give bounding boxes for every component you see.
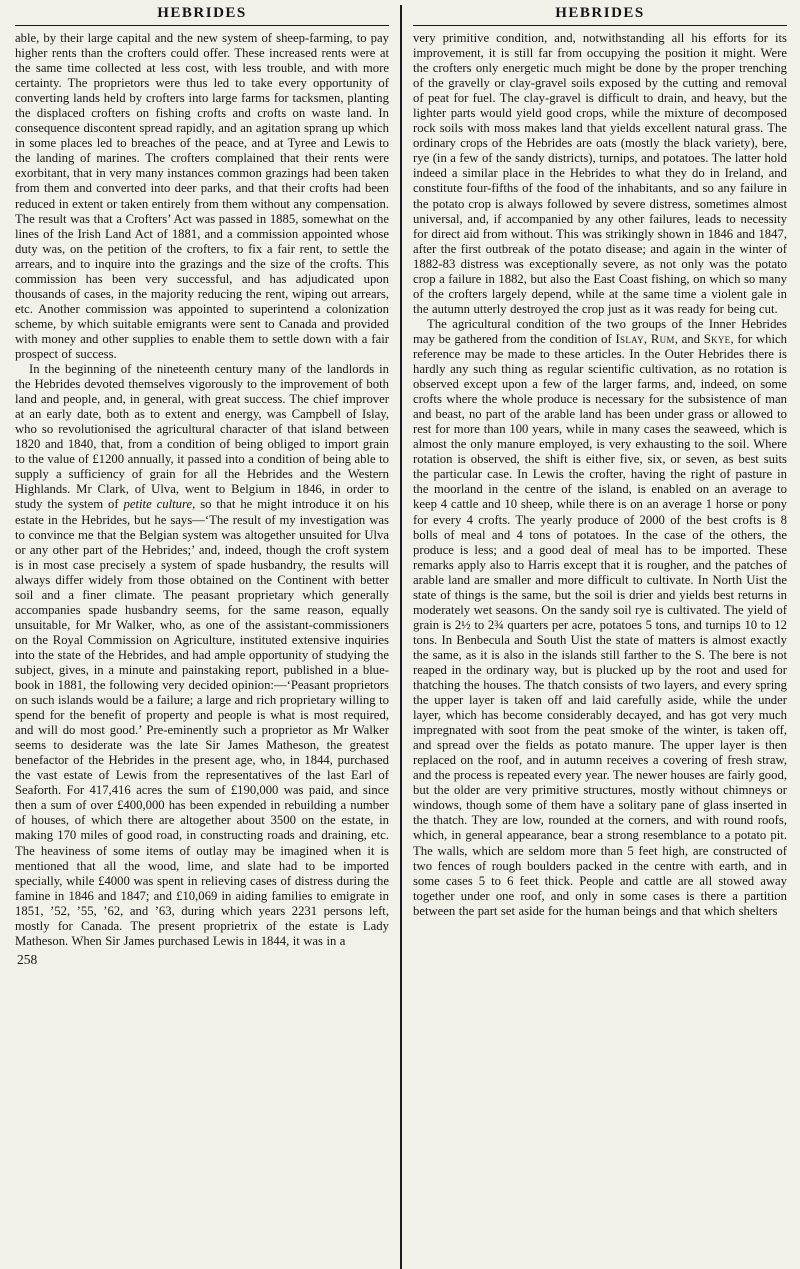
right-column-text: [413, 31, 787, 919]
page-number: 258: [17, 951, 38, 967]
column-divider: [400, 5, 402, 1269]
text-segment: able, by their large capital and the new system of sheep-farming, to pay higher rents than the crofters could offer. These increased rents were at the same time collected at less cost, with less trouble, and with more certainty. The proprietors were thus led to take every opportunity of converting lands held by crofters into large farms for tacksmen, planting the displaced crofters on fishing crofts and crofts on waste land. In consequence discontent spread rapidly, and an agitation sprang up which in some places led to breaches of the peace, and at Tyree and Lewis to the landing of marines. The crofters complained that their rents were exorbitant, that in very many instances common grazings had been taken from them and converted into deer parks, and that their crofts had been reduced in extent or taken entirely from them without any compensation. The result was that a Crofters’ Act was passed in 1885, somewhat on the lines of the Irish Land Act of 1881, and a commission appointed whose duty was, on the petition of the crofters, to fix a fair rent, to settle the arrears, and to inquire into the grazings and the size of the crofts. This commission has been very successful, and has adjudicated upon thousands of cases, in the majority reducing the rent, wiping out arrears, etc. Another commission was appointed to superintend a colonization scheme, by which suitable emigrants were sent to Canada and provided with money and other supplies to enable them to settle down with a fair prospect of success.: [15, 31, 389, 361]
paragraph: [15, 31, 389, 362]
text-segment-italic: petite culture: [123, 497, 193, 512]
text-segment: ,: [643, 331, 651, 346]
text-segment: , and: [674, 331, 704, 346]
text-segment-smallcaps: Skye: [703, 331, 731, 346]
right-column: [413, 5, 787, 1269]
text-segment: The agricultural condition of the two groups of the Inner Hebrides may be gathered from the condition of: [413, 316, 787, 346]
text-segment-smallcaps: Rum: [650, 331, 675, 346]
paragraph: [413, 31, 787, 317]
running-head-left: HEBRIDES: [15, 5, 389, 26]
text-segment: , so that he might introduce it on his estate in the Hebrides, but he says—‘The result of my investigation was to convince me that the Belgian system was altogether unsuited for Ulva or any other part of the Hebrides;’ and, indeed, though the croft system is in most case precisely a system of spade husbandry, the results will always differ widely from those obtained on the Continent with better soil and a finer climate. The peasant proprietary which generally accompanies spade husbandry seems, for the same reason, equally unsuitable, for Mr Walker, who, as one of the assistant-commissioners on the Royal Commission on Agriculture, instituted extensive inquiries into the state of the Hebrides, and had ample opportunity of studying the subject, gives, in a minute and painstaking report, published in a blue-book in 1881, the following very decided opinion:—‘Peasant proprietors on such islands would be a failure; a large and rich proprietary willing to spend for the benefit of property and people is what is most required, and will do most good.’ Pre-eminently such a proprietor as Mr Walker seems to desiderate was the late Sir James Matheson, the greatest benefactor of the Hebrides in the present age, who, in 1844, purchased the vast estate of Lewis from the representatives of the last Earl of Seaforth. For 417,416 acres the sum of £190,000 was paid, and since then a sum of over £400,000 has been expended in rebuilding a number of houses, of which there are altogether about 3500 on the estate, in making 170 miles of good road, in constructing roads and draining, etc. The heaviness of some items of outlay may be imagined when it is mentioned that all the wood, lime, and slate had to be imported specially, while £4000 was spent in relieving cases of distress during the famine in 1846 and 1847; and £10,069 in aiding families to emigrate in 1851, ’52, ’55, ’62, and ’63, during which years 2231 persons left, mostly for Canada. The present proprietrix of the estate is Lady Matheson. When Sir James purchased Lewis in 1844, it was in a: [15, 497, 389, 948]
text-segment: , for which reference may be made to these articles. In the Outer Hebrides there is hardly any such thing as regular scientific cultivation, as no rotation is observed except upon a few of the larger farms, and, indeed, on some crofts where the whole produce is necessary for the subsistence of man and beast, no part of the arable land has been under grass or allowed to rest for more than 100 years, while in many cases the seaweed, which is almost the only manure employed, is very exhausting to the soil. Where rotation is observed, the shift is either five, six, or seven, as best suits the particular case. In Lewis the crofter, having the right of pasture in the moorland in the centre of the island, is enabled on an average to keep 4 cattle and 10 sheep, while there is on an average 1 horse or pony for every 4 crofts. The yearly produce of 2000 of the best crofts is 8 bolls of meal and 4 tons of potatoes. In the case of the others, the produce is less; and a good deal of meal has to be imported. These remarks apply also to Harris except that it is rougher, and the patches of arable land are smaller and more difficult to cultivate. In North Uist the state of things is the same, but the soil is drier and yields best returns in moderately wet seasons. On the sandy soil rye is cultivated. The yield of grain is 2½ to 2¾ quarters per acre, potatoes 5 tons, and turnips 10 to 12 tons. In Benbecula and South Uist the state of matters is almost exactly the same, as it is also in the islands still farther to the S. The bere is not reaped in the ordinary way, but is plucked up by the root and used for thatching the houses. The thatch consists of two layers, and every spring the upper layer is taken off and laid carefully aside, while the under layer, which has become considerably decayed, and has got very much impregnated with soot from the peat smoke of the winter, is taken off, and spread over the fields as potato manure. The upper layer is then replaced on the roof, and in autumn receives a covering of fresh straw, and the process is repeated every year. The newer houses are fairly good, but the older are very primitive structures, mostly without chimneys or windows, though some of them have a solitary pane of glass inserted in the thatch. They are low, rounded at the corners, and with round roofs, which, in general appearance, bear a strong resemblance to a potato pit. The walls, which are seldom more than 5 feet high, are constructed of two fences of rough boulders packed in the centre with earth, and in some cases 5 to 6 feet thick. People and cattle are all stowed away together under one roof, and only in some cases is there a partition between the part set aside for the human beings and that which shelters: [413, 331, 787, 918]
text-segment: In the beginning of the nineteenth century many of the landlords in the Hebrides devoted themselves vigorously to the improvement of both land and people, and, in general, with great success. The chief improver at an early date, both as to extent and energy, was Campbell of Islay, who so revolutionised the agricultural character of that island between 1820 and 1840, that, from a condition of being obliged to import grain to the value of £1200 annually, it passed into a condition of being able to supply a sufficiency of grain for all the Hebrides and the Western Highlands. Mr Clark, of Ulva, went to Belgium in 1846, in order to study the system of: [15, 362, 389, 512]
running-head-right: HEBRIDES: [413, 5, 787, 26]
paragraph: [15, 362, 389, 949]
paragraph: [413, 317, 787, 919]
text-segment: very primitive condition, and, notwithstanding all his efforts for its improvement, it is still far from occupying the position it might. Were the crofters only energetic much might be done by the proper trenching of the gravelly or clay-gravel soils exposed by the cutting and removal of peat for fuel. The clay-gravel is difficult to drain, and heavy, but the lighter parts would yield good crops, while the mixture of decomposed rock soils with moss makes land that yields excellent natural grass. The ordinary crops of the Hebrides are oats (mostly the black variety), bere, rye (in a few of the sandy districts), turnips, and potatoes. The latter hold indeed a similar place in the Hebrides to what they do in Ireland, and constitute four-fifths of the food of the inhabitants, and so any failure in the potato crop is always followed by severe distress, sometimes almost universal, and, if accompanied by any other failures, leads to necessity for direct aid from without. This was strikingly shown in 1846 and 1847, after the first outbreak of the potato disease; and again in the winter of 1882-83 distress was exceptionally severe, as not only was the potato crop a failure in 1882, but also the East Coast fishing, on which so many of the crofters largely depend, while at the same time a violent gale in the autumn utterly destroyed the crop just as it was ready for being cut.: [413, 31, 787, 316]
left-column-text: [15, 31, 389, 949]
text-segment-smallcaps: Islay: [615, 331, 644, 346]
left-column: [15, 5, 389, 1269]
